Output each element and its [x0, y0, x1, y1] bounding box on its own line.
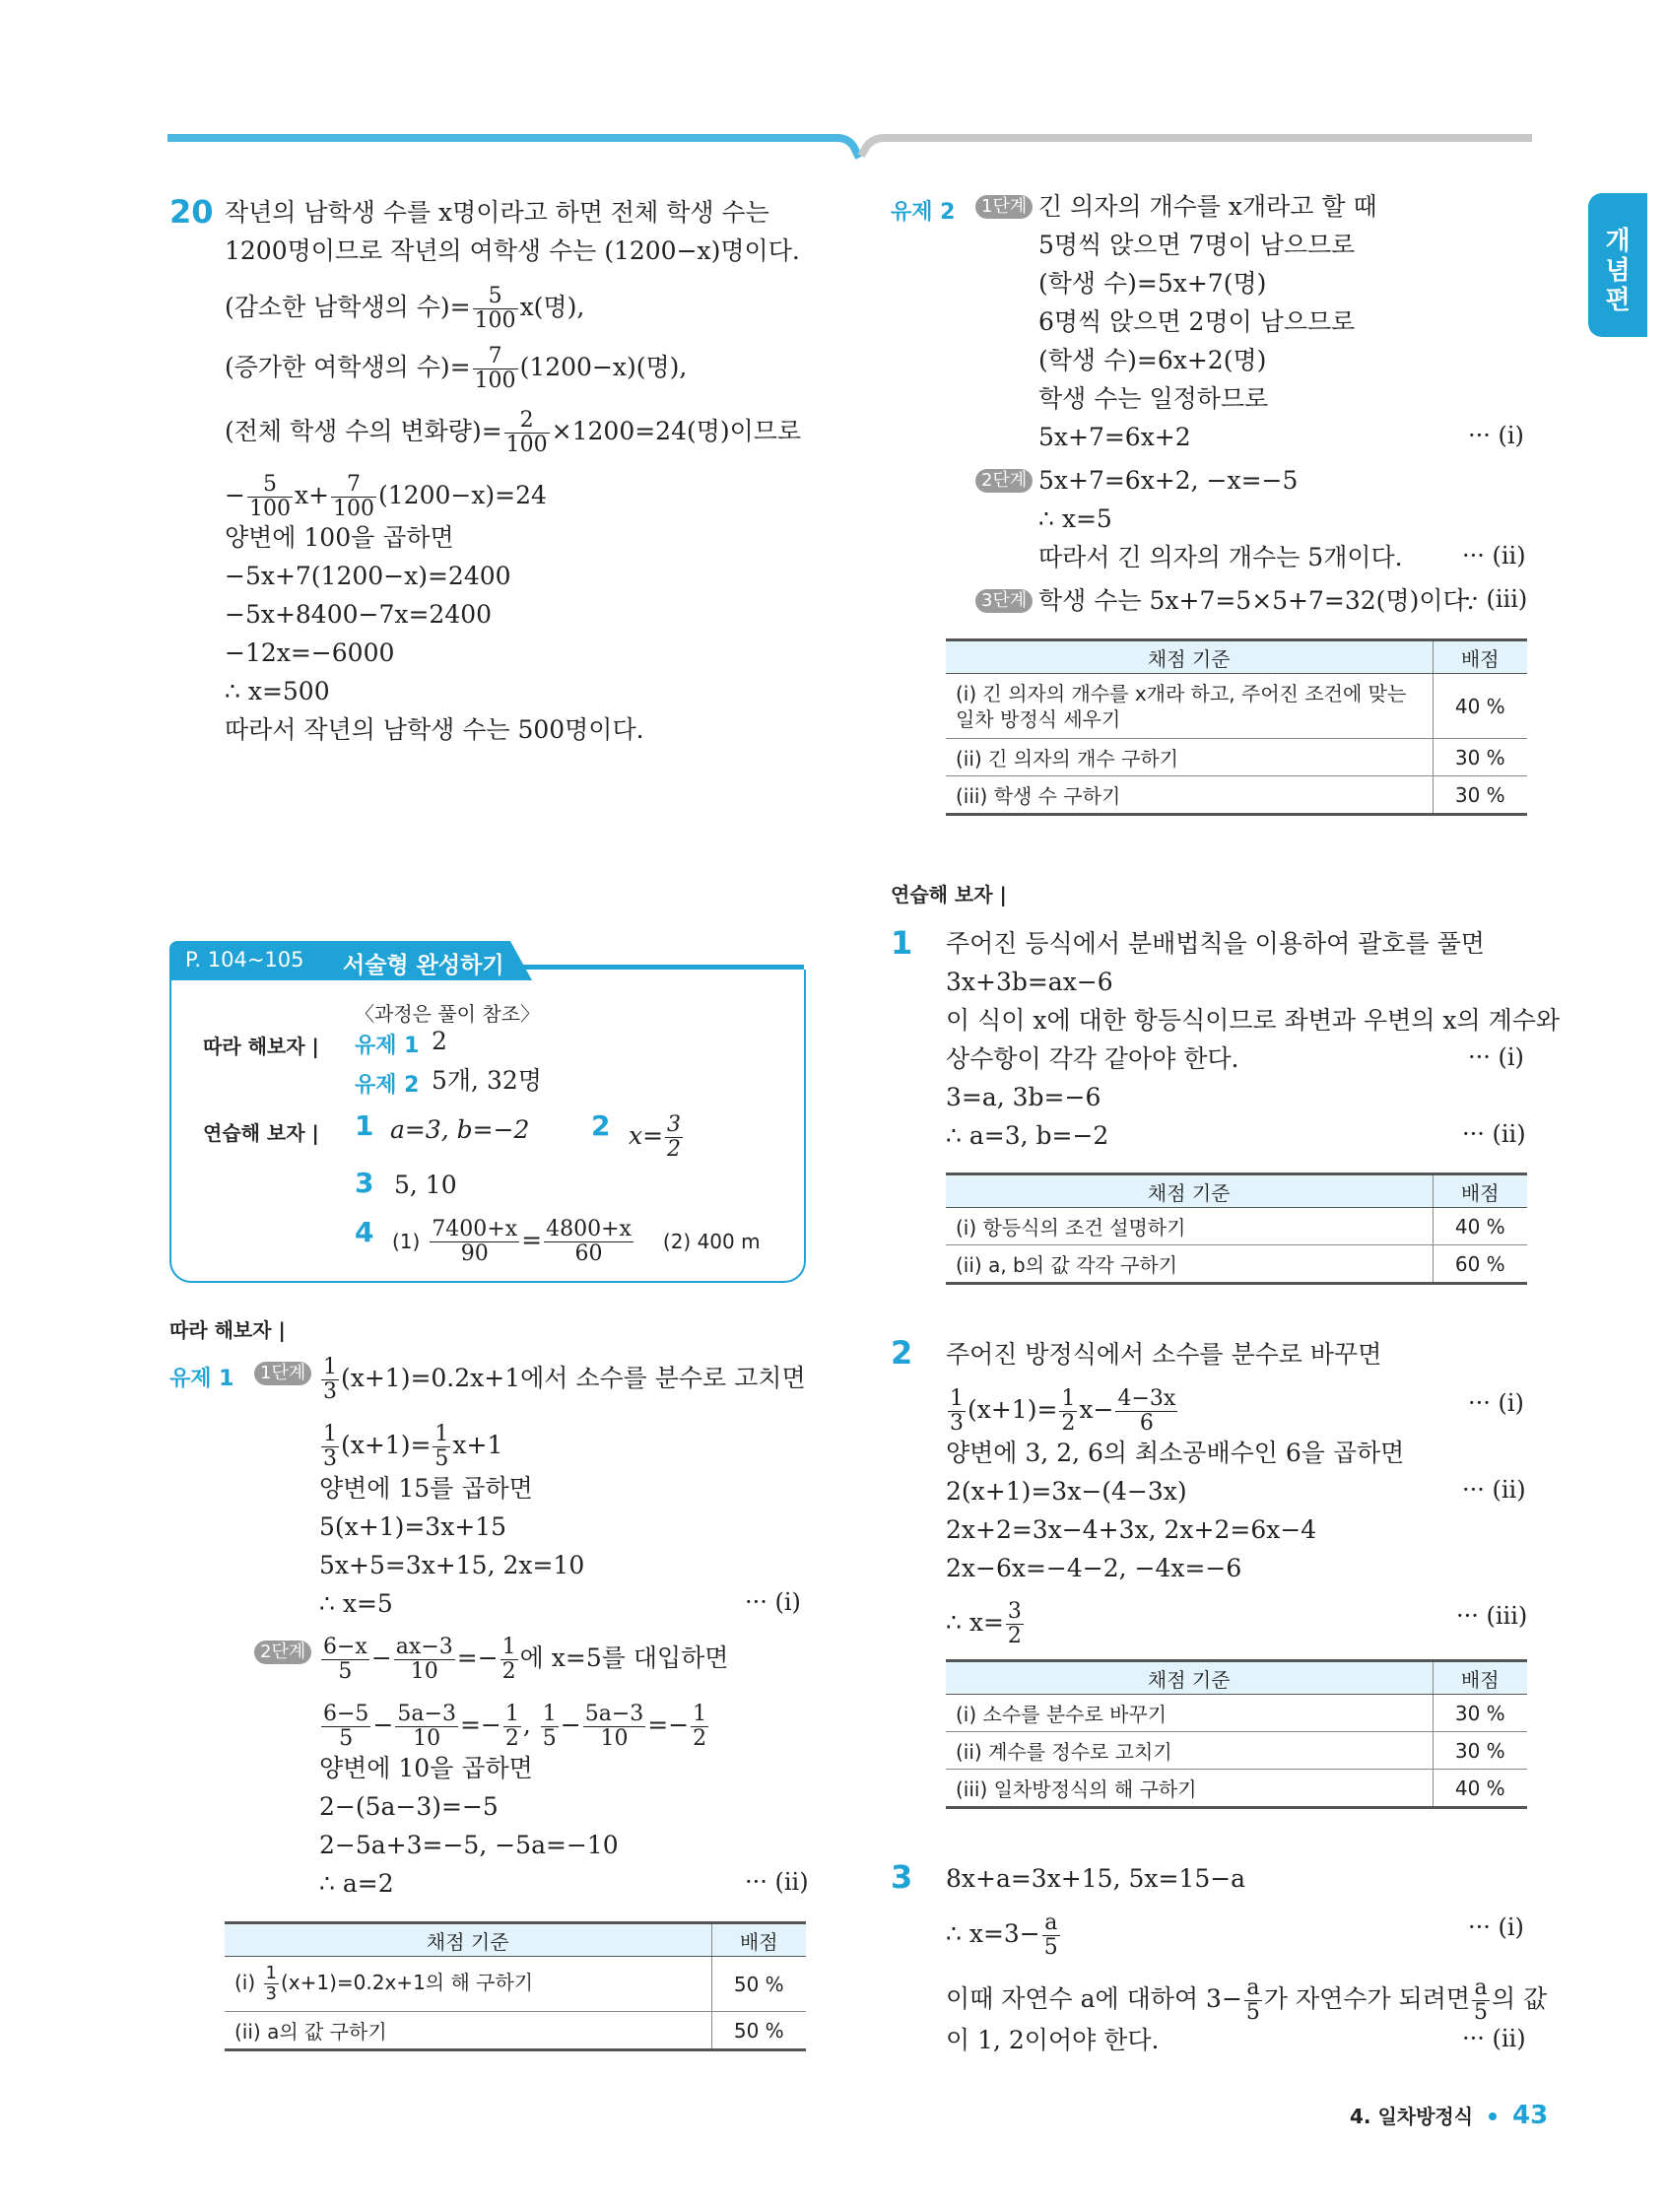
- table-row: (ii) a, b의 값 각각 구하기 60 %: [946, 1245, 1527, 1284]
- table-header: 배점: [711, 1923, 806, 1957]
- fraction: $\frac{1}{5}$: [434, 1422, 449, 1471]
- table-header: 채점 기준: [946, 1174, 1433, 1208]
- table-row: (iii) 학생 수 구하기 30 %: [946, 776, 1527, 815]
- text-segment: (전체 학생 수의 변화량)=: [225, 417, 502, 445]
- fraction: $\frac{4800+x}{60}$: [546, 1217, 632, 1266]
- text-line: ∴ x=3− $\frac{a}{5}$: [946, 1910, 1058, 1960]
- text-line: [225, 408, 802, 457]
- table-row: (ii) a의 값 구하기 50 %: [225, 2012, 806, 2050]
- text-line: 주어진 방정식에서 소수를 분수로 바꾸면: [946, 1340, 1382, 1369]
- step-marker: ··· (ii): [1462, 2025, 1526, 2052]
- text-line: 2(x+1)=3x−(4−3x): [946, 1477, 1187, 1506]
- step-marker: ··· (ii): [1462, 542, 1526, 570]
- text-line: 학생 수는 일정하므로: [1038, 384, 1269, 413]
- step-marker: ··· (iii): [1456, 1602, 1528, 1630]
- text-line: (학생 수)=6x+2(명): [1038, 346, 1267, 374]
- fraction: $\frac{7}{100}$: [333, 472, 374, 521]
- fraction: $\frac{1}{3}$: [323, 1355, 337, 1404]
- text-line: 1200명이므로 작년의 여학생 수는 (1200−x)명이다.: [225, 236, 800, 265]
- fraction: $\frac{a}{5}$: [1474, 1976, 1489, 2025]
- question-number: 1: [891, 924, 913, 962]
- bullet-icon: [1489, 2112, 1497, 2120]
- text-line: ∴ x= $\frac{3}{2}$: [946, 1599, 1022, 1648]
- table-row: (ii) 계수를 정수로 고치기 30 %: [946, 1732, 1527, 1770]
- text-line: 주어진 등식에서 분배법칙을 이용하여 괄호를 풀면: [946, 929, 1485, 958]
- text-line: 학생 수는 5x+7=5×5+7=32(명)이다.: [1038, 586, 1475, 615]
- text-line: 2−(5a−3)=−5: [319, 1792, 499, 1821]
- table-row: (iii) 일차방정식의 해 구하기 40 %: [946, 1770, 1527, 1808]
- text-line: 상수항이 각각 같아야 한다.: [946, 1044, 1239, 1073]
- fraction: $\frac{3}{2}$: [1007, 1599, 1022, 1648]
- header-bar: [167, 134, 1532, 164]
- text-line: −5x+8400−7x=2400: [225, 600, 493, 629]
- table-header: 채점 기준: [946, 640, 1433, 674]
- text-line: −5x+7(1200−x)=2400: [225, 562, 511, 590]
- table-row: (i) 항등식의 조건 설명하기 40 %: [946, 1208, 1527, 1245]
- text-segment: (증가한 여학생의 수)=: [225, 353, 471, 381]
- fraction: $\frac{1}{2}$: [693, 1702, 707, 1751]
- answer-number: 3: [355, 1167, 374, 1199]
- text-line: [225, 284, 585, 333]
- text-line: 5x+7=6x+2, −x=−5: [1038, 466, 1299, 495]
- fraction: $\frac{1}{2}$: [504, 1702, 519, 1751]
- fraction: $\frac{1}{3}$: [323, 1422, 337, 1471]
- text-line: 2x−6x=−4−2, −4x=−6: [946, 1554, 1242, 1582]
- text-segment: (감소한 남학생의 수)=: [225, 293, 471, 321]
- answer-number: 2: [591, 1109, 611, 1142]
- text-line: 작년의 남학생 수를 x명이라고 하면 전체 학생 수는: [225, 198, 769, 227]
- fraction: $\frac{a}{5}$: [1245, 1976, 1260, 2025]
- table-row: (i) 긴 의자의 개수를 x개라 하고, 주어진 조건에 맞는 일차 방정식 세우기 40 %: [946, 674, 1527, 739]
- fraction: $\frac{7400+x}{90}$: [432, 1217, 518, 1266]
- step-marker: ··· (i): [1468, 1043, 1524, 1071]
- u2-label: 유제 2: [355, 1073, 420, 1098]
- step-badge: 3단계: [975, 589, 1033, 613]
- text-line: 따라서 긴 의자의 개수는 5개이다.: [1038, 543, 1403, 571]
- fraction: $\frac{5}{100}$: [474, 284, 516, 333]
- grading-table: [225, 1921, 806, 2051]
- text-line: 6명씩 앉으면 2명이 남으므로: [1038, 307, 1356, 336]
- text-line: 양변에 10을 곱하면: [319, 1754, 533, 1782]
- text-line: 이 식이 x에 대한 항등식이므로 좌변과 우변의 x의 계수와: [946, 1006, 1561, 1035]
- table-header: 배점: [1433, 640, 1527, 674]
- step-marker: ··· (i): [1468, 1389, 1524, 1417]
- table-header: 채점 기준: [946, 1661, 1433, 1695]
- fraction: $\frac{a}{5}$: [1043, 1910, 1058, 1960]
- page-number: 43: [1511, 2101, 1549, 2130]
- summary-page-label: P. 104~105: [185, 948, 304, 972]
- fraction: $\frac{1}{5}$: [542, 1702, 557, 1751]
- step-marker: ··· (i): [745, 1588, 801, 1616]
- text-line: 양변에 100을 곱하면: [225, 523, 454, 552]
- step-marker: ··· (ii): [1462, 1476, 1526, 1504]
- grading-table: [946, 1659, 1527, 1809]
- text-line: ∴ a=2: [319, 1869, 394, 1898]
- fraction: $\frac{7}{100}$: [474, 344, 516, 393]
- text-line: −12x=−6000: [225, 638, 395, 667]
- text-segment: (1200−x)(명),: [519, 353, 688, 381]
- text-line: ∴ x=5: [319, 1589, 393, 1618]
- step-badge: 1단계: [975, 195, 1033, 219]
- u1-answer: 2: [432, 1027, 447, 1055]
- grading-table: [946, 1173, 1527, 1285]
- practice-label: 연습해 보자 |: [203, 1121, 319, 1145]
- question-number: 2: [891, 1334, 913, 1372]
- problem-number: 20: [169, 193, 214, 231]
- text-line: 8x+a=3x+15, 5x=15−a: [946, 1864, 1246, 1893]
- u2-label: 유제 2: [891, 200, 956, 225]
- fraction: $\frac{5}{100}$: [248, 472, 291, 521]
- text-line: 5명씩 앉으면 7명이 남으므로: [1038, 231, 1356, 259]
- fraction: $\frac{1}{2}$: [1061, 1386, 1076, 1436]
- text-line: [225, 344, 688, 393]
- text-line: 긴 의자의 개수를 x개라고 할 때: [1038, 192, 1377, 221]
- text-line: 따라서 작년의 남학생 수는 500명이다.: [225, 715, 644, 744]
- text-line: 양변에 3, 2, 6의 최소공배수인 6을 곱하면: [946, 1439, 1405, 1467]
- answer-number: 1: [355, 1109, 374, 1142]
- table-header: 배점: [1433, 1661, 1527, 1695]
- practice-heading: 연습해 보자 |: [891, 883, 1007, 906]
- text-line: 3=a, 3b=−6: [946, 1083, 1101, 1111]
- fraction: $\frac{ax-3}{10}$: [395, 1635, 453, 1684]
- step-marker: ··· (iii): [1456, 585, 1528, 613]
- text-segment: x(명),: [519, 293, 585, 321]
- step-marker: ··· (ii): [1462, 1120, 1526, 1148]
- text-line: 5x+5=3x+15, 2x=10: [319, 1551, 585, 1579]
- fraction: $\frac{6-x}{5}$: [323, 1635, 367, 1684]
- answer-4: (1) $\frac{7400+x}{90}$ = $\frac{4800+x}{60}$ (2) 400 m: [392, 1217, 761, 1266]
- fraction: $\frac{2}{100}$: [505, 408, 548, 457]
- fraction: $\frac{5a-3}{10}$: [397, 1702, 456, 1751]
- summary-title: 서술형 완성하기: [343, 953, 504, 978]
- fraction: $\frac{5a-3}{10}$: [584, 1702, 644, 1751]
- text-line: 2x+2=3x−4+3x, 2x+2=6x−4: [946, 1515, 1317, 1544]
- u1-label: 유제 1: [169, 1367, 234, 1391]
- question-number: 3: [891, 1858, 913, 1896]
- table-row: (ii) 긴 의자의 개수 구하기 30 %: [946, 739, 1527, 776]
- table-header: 채점 기준: [225, 1923, 711, 1957]
- text-line: $\frac{1}{3}$ (x+1)= $\frac{1}{5}$ x+1: [323, 1422, 503, 1471]
- step-badge: 1단계: [254, 1362, 311, 1385]
- text-line: 5x+7=6x+2: [1038, 423, 1191, 451]
- fraction: $\frac{1}{2}$: [501, 1635, 516, 1684]
- footer: [1350, 2101, 1548, 2130]
- step-marker: ··· (ii): [745, 1868, 809, 1896]
- follow-heading: 따라 해보자 |: [169, 1318, 286, 1342]
- text-line: 5(x+1)=3x+15: [319, 1512, 507, 1541]
- text-line: ∴ x=5: [1038, 504, 1112, 533]
- text-line: (학생 수)=5x+7(명): [1038, 269, 1267, 298]
- table-header: 배점: [1433, 1174, 1527, 1208]
- u2-answer: 5개, 32명: [432, 1066, 542, 1095]
- text-line: $\frac{1}{3}$ (x+1)= $\frac{1}{2}$ x− $\frac{4-3x}{6}$: [950, 1386, 1176, 1436]
- answer-2: x= $\frac{3}{2}$: [629, 1112, 682, 1162]
- step-marker: ··· (i): [1468, 422, 1524, 449]
- follow-label: 따라 해보자 |: [203, 1035, 319, 1058]
- fraction: $\frac{1}{3}$: [265, 1963, 277, 2004]
- summary-note: 〈과정은 풀이 참조〉: [355, 1002, 540, 1026]
- text-line: $\frac{6-x}{5}$ − $\frac{ax-3}{10}$ =− $\frac{1}{2}$ 에 x=5를 대입하면: [323, 1635, 729, 1684]
- text-line: $\frac{6-5}{5}$ − $\frac{5a-3}{10}$ =− $\frac{1}{2}$ , $\frac{1}{5}$ − $\frac{5a-3}{10}$ =− $\frac{1}{2}$: [323, 1702, 707, 1751]
- text-line: ∴ a=3, b=−2: [946, 1121, 1109, 1150]
- side-tab-label: 개념편: [1605, 227, 1631, 315]
- step-badge: 2단계: [254, 1641, 311, 1664]
- fraction: $\frac{6-5}{5}$: [323, 1702, 369, 1751]
- text-line: − $\frac{5}{100}$ x+ $\frac{7}{100}$ (1200−x)=24: [225, 472, 547, 521]
- step-badge: 2단계: [975, 469, 1033, 493]
- side-tab[interactable]: [1588, 193, 1647, 337]
- text-line: ∴ x=500: [225, 677, 330, 705]
- step-marker: ··· (i): [1468, 1913, 1524, 1941]
- text-line: 양변에 15를 곱하면: [319, 1474, 533, 1503]
- text-line: 3x+3b=ax−6: [946, 968, 1113, 996]
- answer-3: 5, 10: [394, 1171, 457, 1199]
- text-line: 2−5a+3=−5, −5a=−10: [319, 1831, 619, 1859]
- table-row: (i) $\frac{1}{3}$ (x+1)=0.2x+1의 해 구하기 50 %: [225, 1957, 806, 2012]
- answer-number: 4: [355, 1216, 374, 1248]
- fraction: $\frac{4-3x}{6}$: [1117, 1386, 1176, 1436]
- text-line: 이때 자연수 a에 대하여 3− $\frac{a}{5}$ 가 자연수가 되려면 $\frac{a}{5}$ 의 값: [946, 1976, 1548, 2025]
- footer-chapter: 4. 일차방정식: [1350, 2105, 1474, 2128]
- text-segment: ×1200=24(명)이므로: [551, 417, 802, 445]
- text-line: $\frac{1}{3}$ (x+1)=0.2x+1에서 소수를 분수로 고치면: [323, 1355, 806, 1404]
- answer-1: a=3, b=−2: [390, 1115, 530, 1144]
- fraction: $\frac{3}{2}$: [667, 1112, 682, 1162]
- grading-table: [946, 638, 1527, 816]
- u1-label: 유제 1: [355, 1034, 420, 1058]
- table-row: (i) 소수를 분수로 바꾸기 30 %: [946, 1695, 1527, 1732]
- text-line: 이 1, 2이어야 한다.: [946, 2026, 1160, 2054]
- fraction: $\frac{1}{3}$: [950, 1386, 964, 1436]
